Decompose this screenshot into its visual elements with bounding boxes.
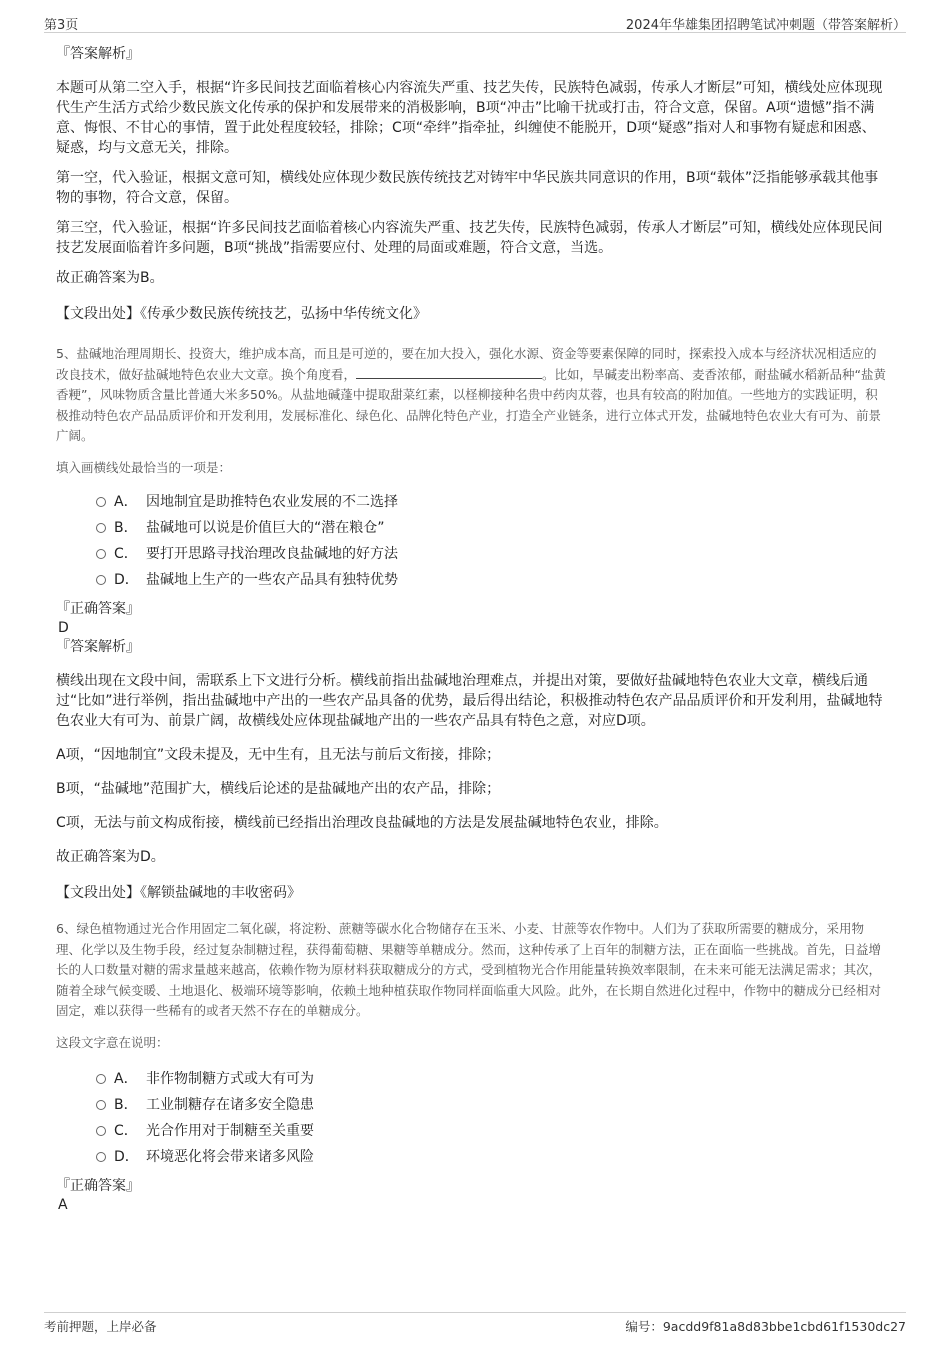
q6-option-b[interactable]: B． 工业制糖存在诸多安全隐患 xyxy=(96,1092,888,1118)
q5-option-c[interactable]: C． 要打开思路寻找治理改良盐碱地的好方法 xyxy=(96,541,888,567)
q5-analysis-paragraph-2: A项，“因地制宜”文段未提及，无中生有，且无法与前后文衔接，排除； xyxy=(56,746,501,763)
q6-correct-label: 『正确答案』 xyxy=(56,1177,140,1194)
q6-stem: 6、绿色植物通过光合作用固定二氧化碳，将淀粉、蔗糖等碳水化合物储存在玉米、小麦、甘蔗等农作物中。人们为了获取所需要的糖成分，采用物理、化学以及生物手段，经过复杂制糖过程，获得葡萄糖、果糖等单糖成分。然而，这种传承了上百年的制糖方法，正在面临一些挑战。首先，日益增长的人口数量对糖的需求量越来越高，依赖作物为原材料获取糖成分的方式，受到植物光合作用能量转换效率限制，在未来可能无法满足需求；其次，随着全球气候变暖、土地退化、极端环境等影响，依赖土地种植获取作物同样面临重大风险。此外，在长期自然进化过程中，作物中的糖成分已经相对固定，难以获得一些稀有的或者天然不存在的单糖成分。 xyxy=(56,920,882,1019)
radio-icon[interactable] xyxy=(96,523,106,533)
q5-stem: 5、盐碱地治理周期长、投资大，维护成本高，而且是可逆的，要在加大投入，强化水源、资金等要素保障的同时，探索投入成本与经济状况相适应的改良技术，做好盐碱地特色农业大文章。换个角度看， 。比如，旱碱麦出粉率高、麦香浓郁，耐盐碱水稻新品种“盐黄香粳”，风味物质含量比普通大米多50%。从盐地碱蓬中提取甜菜红素，以柽柳接种名贵中药肉苁蓉，也具有较高的附加值。一些地方的实践证明，积极推动特色农产品品质评价和开发利用，发展标准化、绿色化、品牌化特色产业，打造全产业链条，进行立体式开发，盐碱地特色农业大有可为、前景广阔。 xyxy=(56,346,886,444)
q6-options xyxy=(96,1066,888,1170)
q6-option-d[interactable]: D． 环境恶化将会带来诸多风险 xyxy=(96,1144,888,1170)
radio-icon[interactable] xyxy=(96,575,106,585)
q4-source: 【文段出处】《传承少数民族传统技艺，弘扬中华传统文化》 xyxy=(56,306,427,322)
q5-correct-answer: D xyxy=(58,619,69,636)
page-footer xyxy=(44,1312,906,1337)
q5-option-b[interactable]: B． 盐碱地可以说是价值巨大的“潜在粮仓” xyxy=(96,515,888,541)
q5-correct-label: 『正确答案』 xyxy=(56,600,140,617)
q5-conclusion: 故正确答案为D。 xyxy=(56,848,165,865)
q5-analysis-paragraph-4: C项，无法与前文构成衔接，横线前已经指出治理改良盐碱地的方法是发展盐碱地特色农业，排除。 xyxy=(56,814,668,831)
q5-prompt: 填入画横线处最恰当的一项是： xyxy=(56,459,232,475)
q6-option-c[interactable]: C． 光合作用对于制糖至关重要 xyxy=(96,1118,888,1144)
radio-icon[interactable] xyxy=(96,1126,106,1136)
document-body xyxy=(56,44,888,1214)
page-number: 第3页 xyxy=(44,18,79,33)
q6-correct-answer: A xyxy=(58,1196,68,1213)
radio-icon[interactable] xyxy=(96,1074,106,1084)
q4-analysis-paragraph-1: 本题可从第二空入手，根据“许多民间技艺面临着核心内容流失严重、技艺失传，民族特色减弱，传承人才断层”可知，横线处应体现现代生产生活方式给少数民族文化传承的保护和发展带来的消极影响，B项“冲击”比喻干扰或打击，符合文意，保留。A项“遗憾”指不满意、悔恨、不甘心的事情，置于此处程度较轻，排除；C项“牵绊”指牵扯，纠缠使不能脱开，D项“疑惑”指对人和事物有疑虑和困惑、疑惑，均与文意无关，排除。 xyxy=(56,80,883,156)
q5-analysis-paragraph-3: B项，“盐碱地”范围扩大，横线后论述的是盐碱地产出的农产品，排除； xyxy=(56,780,501,797)
radio-icon[interactable] xyxy=(96,549,106,559)
q4-analysis-label: 『答案解析』 xyxy=(56,46,140,62)
radio-icon[interactable] xyxy=(96,497,106,507)
document-title: 2024年华雄集团招聘笔试冲刺题（带答案解析） xyxy=(625,18,906,33)
q5-source: 【文段出处】《解锁盐碱地的丰收密码》 xyxy=(56,884,301,901)
q5-option-a[interactable]: A． 因地制宜是助推特色农业发展的不二选择 xyxy=(96,489,888,515)
q4-analysis-paragraph-2: 第一空，代入验证，根据文意可知，横线处应体现少数民族传统技艺对铸牢中华民族共同意识的作用，B项“载体”泛指能够承载其他事物的事物，符合文意，保留。 xyxy=(56,170,879,206)
q4-conclusion: 故正确答案为B。 xyxy=(56,270,164,286)
q6-prompt: 这段文字意在说明： xyxy=(56,1034,169,1050)
q5-options xyxy=(96,489,888,593)
radio-icon[interactable] xyxy=(96,1100,106,1110)
fill-in-blank xyxy=(356,366,542,379)
q5-analysis-label: 『答案解析』 xyxy=(56,638,140,655)
q5-option-d[interactable]: D． 盐碱地上生产的一些农产品具有独特优势 xyxy=(96,567,888,593)
radio-icon[interactable] xyxy=(96,1152,106,1162)
q6-option-a[interactable]: A． 非作物制糖方式或大有可为 xyxy=(96,1066,888,1092)
document-id: 编号：9acdd9f81a8d83bbe1cbd61f1530dc27 xyxy=(625,1319,906,1334)
q5-analysis-paragraph-1: 横线出现在文段中间，需联系上下文进行分析。横线前指出盐碱地治理难点，并提出对策，要做好盐碱地特色农业大文章，横线后通过“比如”进行举例，指出盐碱地中产出的一些农产品具备的优势，最后得出结论，积极推动特色农产品品质评价和开发利用，盐碱地特色农业大有可为、前景广阔，故横线处应体现盐碱地产出的一些农产品具有特色之意，对应D项。 xyxy=(56,672,883,729)
footer-slogan: 考前押题，上岸必备 xyxy=(44,1319,157,1334)
q4-analysis-paragraph-3: 第三空，代入验证，根据“许多民间技艺面临着核心内容流失严重、技艺失传，民族特色减弱，传承人才断层”可知，横线处应体现民间技艺发展面临着许多问题，B项“挑战”指需要应付、处理的局面或难题，符合文意，当选。 xyxy=(56,220,883,256)
page-header xyxy=(44,10,906,33)
